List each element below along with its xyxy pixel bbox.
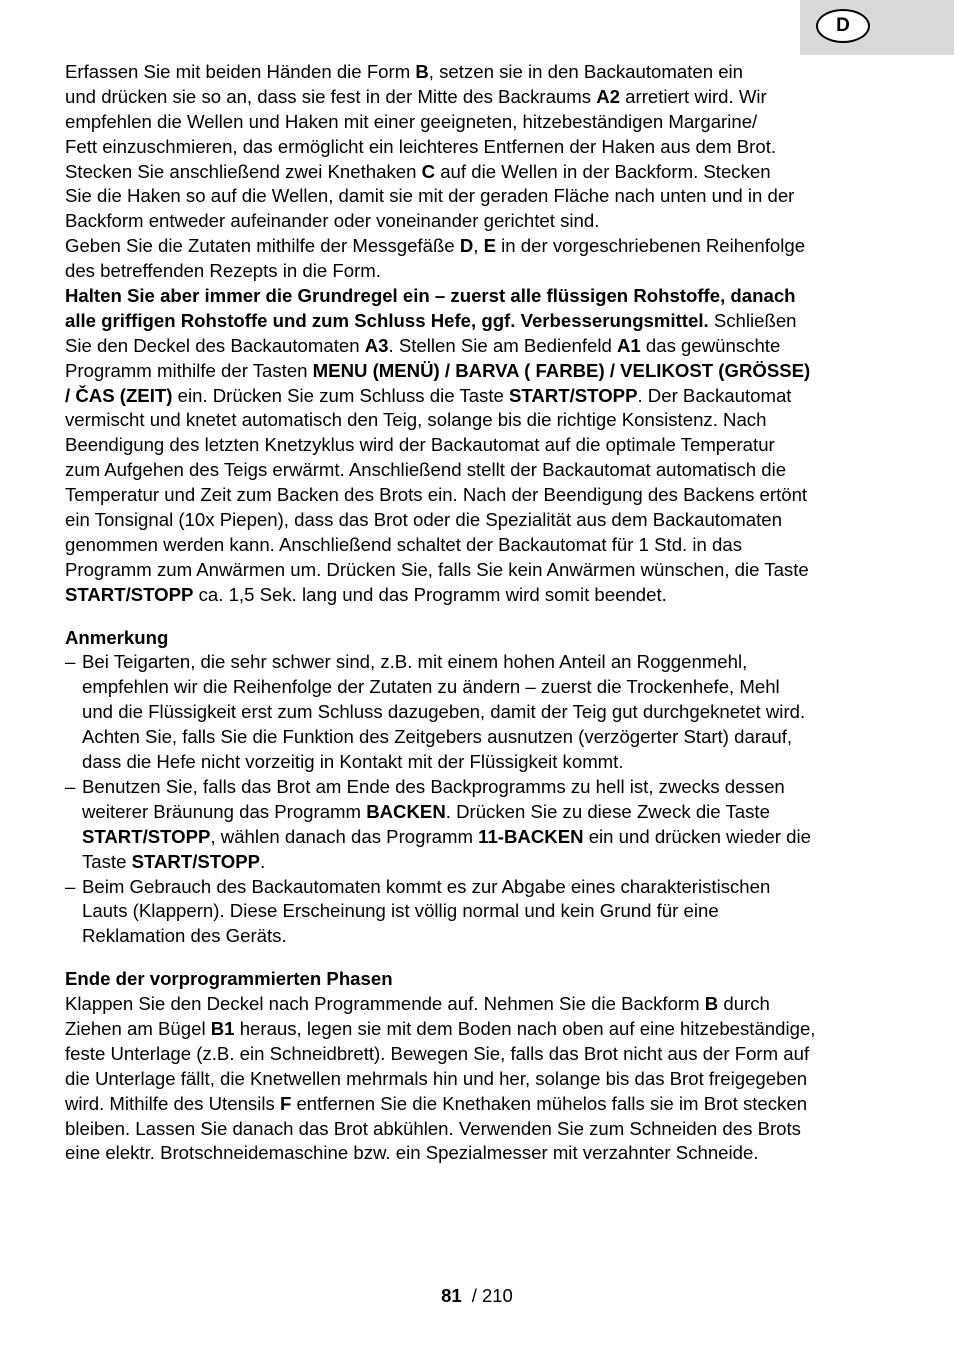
note-item [65,650,895,774]
text: zum Aufgehen des Teigs erwärmt. Anschließend stellt der Backautomat automatisch die [65,459,787,481]
text: in der vorgeschriebenen Reihenfolge [496,235,806,257]
text: . Stellen Sie am Bedienfeld [388,334,617,356]
language-badge: D [816,9,870,43]
bold-text: E [483,235,496,257]
bold-text: START/STOPP [131,850,261,872]
paragraph-end-phases [65,992,895,1166]
bold-text: MENU (MENÜ) / BARVA ( FARBE) / VELIKOST (GRÖSSE) [312,359,811,381]
text-line [65,334,895,359]
text-line [65,184,895,209]
text: genommen werden kann. Anschließend schaltet der Backautomat für 1 Std. in das [65,533,742,555]
text: feste Unterlage (z.B. ein Schneidbrett). Bewegen Sie, falls das Brot nicht aus der Form auf [65,1042,810,1064]
text: Erfassen Sie mit beiden Händen die Form [65,61,416,82]
text-line [82,899,895,924]
text-line [65,234,895,259]
text: Bei Teigarten, die sehr schwer sind, z.B. mit einem hohen Anteil an Roggenmehl, [82,651,748,673]
bold-text: 11-BACKEN [478,825,584,847]
text: arretiert wird. Wir [620,85,767,107]
bold-text: START/STOPP [509,384,638,406]
bold-text: / ČAS (ZEIT) [65,384,173,406]
bold-text: alle griffigen Rohstoffe und zum Schluss Hefe, ggf. Verbesserungsmittel. [65,309,709,331]
bold-text: B [415,61,429,82]
text-line [65,209,895,234]
text-line [65,384,895,409]
text-line [65,60,895,85]
bold-text: A2 [596,85,620,107]
page-number [0,1285,954,1307]
text-line [65,1117,895,1142]
text: ein Tonsignal (10x Piepen), dass das Brot oder die Spezialität aus dem Backautomaten [65,509,782,531]
text-line [82,850,895,875]
text-line [65,558,895,583]
bold-text: START/STOPP [82,825,211,847]
text: Ziehen am Bügel [65,1017,211,1039]
text-line [65,650,895,675]
text: Sie den Deckel des Backautomaten [65,334,365,356]
list-dash: – [65,775,76,797]
text: Backform entweder aufeinander oder voneinander gerichtet sind. [65,210,600,232]
note-list [65,650,895,949]
paragraph-instructions [65,60,895,608]
text-line [65,1092,895,1117]
text-line [65,458,895,483]
text: . Drücken Sie zu diese Zweck die Taste [445,800,770,822]
text-line [82,924,895,949]
text: Benutzen Sie, falls das Brot am Ende des Backprogramms zu hell ist, zwecks dessen [82,775,785,797]
text: Reklamation des Geräts. [82,925,287,947]
text-line [65,408,895,433]
text: dass die Hefe nicht vorzeitig in Kontakt mit der Flüssigkeit kommt. [82,751,624,773]
text: Schließen [708,309,797,331]
end-phases-heading: Ende der vorprogrammierten Phasen [65,968,393,990]
text-line [65,1141,895,1166]
text: Stecken Sie anschließend zwei Knethaken [65,160,422,182]
text-line [65,85,895,110]
text: empfehlen die Wellen und Haken mit einer geeigneten, hitzebeständigen Margarine/ [65,110,758,132]
bold-text: A3 [364,334,389,356]
text: Sie die Haken so auf die Wellen, damit sie mit der geraden Fläche nach unten und in der [65,185,795,207]
bold-text: C [421,160,436,182]
text-line [65,284,895,309]
text-line [65,1067,895,1092]
text: entfernen Sie die Knethaken mühelos falls sie im Brot stecken [291,1092,808,1114]
bold-text: B1 [210,1017,235,1039]
text: Klappen Sie den Deckel nach Programmende auf. Nehmen Sie die Backform [65,993,705,1015]
bold-text: BACKEN [366,800,446,822]
text: Fett einzuschmieren, das ermöglicht ein leichteres Entfernen der Haken aus dem Brot. [65,135,777,157]
text: auf die Wellen in der Backform. Stecken [435,160,771,182]
text-line [65,533,895,558]
text-line [65,483,895,508]
text: ein und drücken wieder die [583,825,811,847]
text: vermischt und knetet automatisch den Teig, solange bis die richtige Konsistenz. Nach [65,409,767,431]
text: Programm zum Anwärmen um. Drücken Sie, falls Sie kein Anwärmen wünschen, die Taste [65,558,809,580]
text: Beim Gebrauch des Backautomaten kommt es zur Abgabe eines charakteristischen [82,875,771,897]
text-line [65,110,895,135]
bold-text: D [459,235,474,257]
text: Beendigung des letzten Knetzyklus wird der Backautomat auf die optimale Temperatur [65,434,775,456]
text-line [65,583,895,608]
text: ein. Drücken Sie zum Schluss die Taste [172,384,510,406]
text: . Der Backautomat [637,384,792,406]
page-content [65,60,895,1166]
text: Programm mithilfe der Tasten [65,359,313,381]
text: , setzen sie in den Backautomaten ein [428,61,744,82]
text-line [65,1042,895,1067]
text-line [82,825,895,850]
text-line [65,359,895,384]
text: Achten Sie, falls Sie die Funktion des Zeitgebers ausnutzen (verzögerter Start) darauf, [82,726,793,748]
text: , wählen danach das Programm [210,825,479,847]
text-line [65,992,895,1017]
text: wird. Mithilfe des Utensils [65,1092,280,1114]
page-total: / 210 [471,1285,513,1306]
note-item [65,775,895,875]
bold-text: START/STOPP [65,583,194,605]
text: bleiben. Lassen Sie danach das Brot abkühlen. Verwenden Sie zum Schneiden des Brots [65,1117,801,1139]
language-tab [800,0,954,55]
list-dash: – [65,651,76,673]
text-line [82,675,895,700]
text: und die Flüssigkeit erst zum Schluss dazugeben, damit der Teig gut durchgeknetet wird. [82,701,806,723]
text-line [65,508,895,533]
text-line [82,700,895,725]
text: . [260,850,266,872]
page-current: 81 [441,1285,462,1306]
bold-text: F [279,1092,292,1114]
bold-text: A1 [616,334,641,356]
bold-text: B [704,993,719,1015]
list-dash: – [65,875,76,897]
text: empfehlen wir die Reihenfolge der Zutaten zu ändern – zuerst die Trockenhefe, Mehl [82,676,780,698]
text-line [65,775,895,800]
text-line [82,750,895,775]
text: heraus, legen sie mit dem Boden nach oben auf eine hitzebeständige, [234,1017,816,1039]
text: Lauts (Klappern). Diese Erscheinung ist völlig normal und kein Grund für eine [82,900,719,922]
text-line [65,433,895,458]
text: eine elektr. Brotschneidemaschine bzw. ein Spezialmesser mit verzahnter Schneide. [65,1142,759,1164]
text-line [65,135,895,160]
text-line [82,725,895,750]
text: Geben Sie die Zutaten mithilfe der Messgefäße [65,235,460,257]
bold-text: Halten Sie aber immer die Grundregel ein – zuerst alle flüssigen Rohstoffe, danach [65,285,796,307]
text: und drücken sie so an, dass sie fest in der Mitte des Backraums [65,85,597,107]
text: des betreffenden Rezepts in die Form. [65,260,381,282]
text-line [65,1017,895,1042]
text: , [473,235,484,257]
text-line [65,875,895,900]
text: ca. 1,5 Sek. lang und das Programm wird somit beendet. [193,583,667,605]
text: das gewünschte [640,334,781,356]
text: Taste [82,850,132,872]
note-item [65,875,895,950]
text: Temperatur und Zeit zum Backen des Brots ein. Nach der Beendigung des Backens ertönt [65,484,808,506]
text-line [82,800,895,825]
text-line [65,160,895,185]
text: die Unterlage fällt, die Knetwellen mehrmals hin und her, solange bis das Brot freigegeben [65,1067,808,1089]
text: durch [718,993,770,1015]
note-heading: Anmerkung [65,626,169,648]
text-line [65,259,895,284]
text: weiterer Bräunung das Programm [82,800,367,822]
text-line [65,309,895,334]
